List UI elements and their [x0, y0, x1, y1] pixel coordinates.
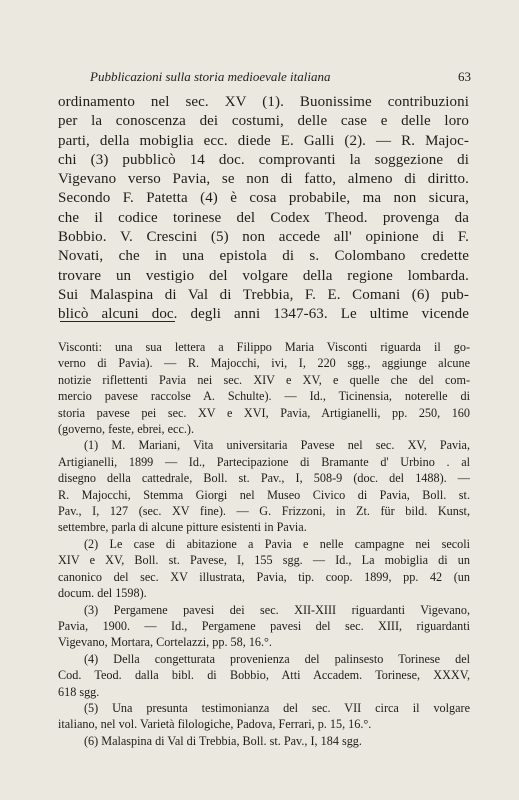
running-title: Pubblicazioni sulla storia medioevale italiana: [90, 69, 331, 84]
text-line: blicò alcuni doc. degli anni 1347-63. Le ultime vicende: [58, 306, 469, 323]
main-text: [58, 93, 469, 325]
footnote-line: (6) Malaspina di Val di Trebbia, Boll. st. Pav., I, 184 sgg.: [84, 733, 362, 748]
text-line: ordinamento nel sec. XV (1). Buonissime contribuzioni: [58, 94, 469, 110]
footnote-line: (2) Le case di abitazione a Pavia e nelle campagne nei secoli: [84, 536, 470, 551]
footnote-line: canonico del sec. XV illustrata, Pavia, tip. coop. 1899, pp. 42 (un: [58, 569, 470, 584]
footnote-line: (1) M. Mariani, Vita universitaria Pavese nel sec. XV, Pavia,: [84, 438, 470, 453]
text-line: Novati, che in una epistola di s. Colombano credette: [58, 248, 469, 265]
footnote-line: R. Majocchi, Stemma Giorgi nel Museo Civico di Pavia, Boll. st.: [58, 487, 470, 502]
text-line: Secondo F. Patetta (4) è cosa probabile, ma non sicura,: [58, 190, 469, 207]
text-line: Bobbio. V. Crescini (5) non accede all' opinione di F.: [58, 229, 469, 246]
text-line: trovare un vestigio del volgare della regione lombarda.: [58, 267, 469, 284]
footnote-line: Cod. Teod. dalla bibl. di Bobbio, Atti Accadem. Torinese, XXXV,: [58, 668, 470, 683]
footnote-line: (3) Pergamene pavesi dei sec. XII-XIII riguardanti Vigevano,: [84, 602, 470, 617]
footnote-line: 618 sgg.: [58, 684, 100, 699]
footnote-line: docum. del 1598).: [58, 586, 147, 601]
footnote-line: disegno della cattedrale, Boll. st. Pav., I, 508-9 (doc. del 1488). —: [58, 471, 470, 486]
footnotes: [58, 339, 470, 749]
page-number: 63: [458, 69, 471, 84]
footnote-line: notizie riflettenti Pavia nei sec. XIV e XV, e quelle che del com-: [58, 372, 470, 387]
footnote-line: (5) Una presunta testimonianza del sec. VII circa il volgare: [84, 700, 470, 715]
footnote-line: settembre, parla di alcune pitture esistenti in Pavia.: [58, 520, 307, 535]
footnote-line: mercio pavese raccolse A. Schulte). — Id., Ticinensia, noterelle di: [58, 389, 470, 404]
footnote-line: Pav., I, 127 (sec. XV fine). — G. Frizzoni, in Zt. für bild. Kunst,: [58, 504, 470, 519]
footnote-separator: [60, 321, 175, 322]
text-line: per la conoscenza dei costumi, delle case e delle loro: [58, 113, 469, 130]
footnote-line: XIV e XV, Boll. st. Pavese, I, 155 sgg. — Id., La mobiglia di un: [58, 553, 470, 568]
footnote-line: (4) Della congetturata provenienza del palinsesto Torinese del: [84, 651, 470, 666]
footnote-line: Visconti: una sua lettera a Filippo Maria Visconti riguarda il go-: [58, 340, 470, 354]
footnote-line: storia pavese pei sec. XV e XVI, Pavia, Artigianelli, pp. 250, 160: [58, 405, 470, 420]
running-header: [56, 69, 471, 87]
footnote-line: Pavia, 1900. — Id., Pergamene pavesi del sec. XIII, riguardanti: [58, 618, 470, 633]
footnote-line: Artigianelli, 1899 — Id., Partecipazione di Bramante d' Urbino . al: [58, 454, 470, 469]
text-line: chi (3) pubblicò 14 doc. comprovanti la soggezione di: [58, 151, 469, 168]
text-line: Vigevano verso Pavia, se non di fatto, almeno di diritto.: [58, 171, 469, 188]
text-line: parti, della mobiglia ecc. diede E. Galli (2). — R. Majoc-: [58, 132, 469, 149]
footnote-line: italiano, nel vol. Varietà filologiche, Padova, Ferrari, p. 15, 16.°.: [58, 717, 372, 732]
footnote-line: verno di Pavia). — R. Majocchi, ivi, I, 220 sgg., aggiunge alcune: [58, 356, 470, 371]
footnote-line: Vigevano, Mortara, Cortelazzi, pp. 58, 16.°.: [58, 635, 272, 650]
text-line: che il codice torinese del Codex Theod. provenga da: [58, 209, 469, 226]
footnote-line: (governo, feste, ebrei, ecc.).: [58, 422, 195, 437]
text-line: Sui Malaspina di Val di Trebbia, F. E. Comani (6) pub-: [58, 286, 469, 303]
